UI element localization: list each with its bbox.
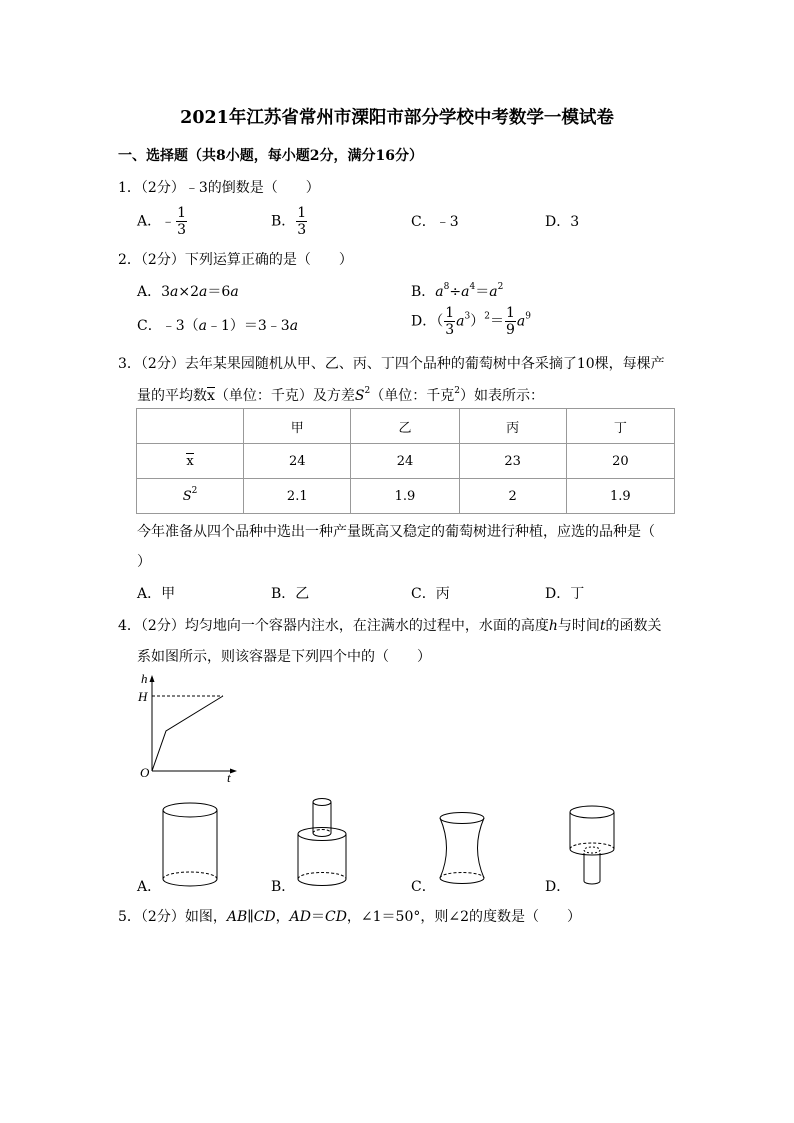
- q1-option-d: D．3: [545, 214, 580, 230]
- question-2-stem: 2．（2分）下列运算正确的是（ ）: [118, 252, 353, 268]
- q3-option-b: B．乙: [271, 586, 310, 602]
- table-cell: [137, 409, 244, 444]
- origin-label: O: [140, 765, 150, 780]
- q2-option-a: A．3a×2a＝6a: [137, 284, 239, 300]
- height-curve: [152, 696, 223, 771]
- table-cell: 1.9: [351, 479, 459, 514]
- table-cell: 丙: [459, 409, 566, 444]
- q3-option-a: A．甲: [137, 586, 176, 602]
- question-4-line-1: 4．（2分）均匀地向一个容器内注水，在注满水的过程中，水面的高度h与时间t的函数关: [118, 618, 662, 634]
- table-cell: 2.1: [244, 479, 351, 514]
- q2-option-c: C．﹣3（a﹣1）＝3﹣3a: [137, 318, 299, 334]
- q2-option-d: D．（ $\frac{1}{3}$ $a^3)^2=$ $\frac{1}{9}$ $a^9$: [411, 305, 531, 338]
- table-cell: 20: [566, 444, 674, 479]
- table-cell: 24: [351, 444, 459, 479]
- q4-option-b: B．: [271, 879, 296, 895]
- container-b-narrow-top: [295, 795, 351, 890]
- page-title: 2021年江苏省常州市溧阳市部分学校中考数学一模试卷: [180, 108, 614, 128]
- y-axis-label: h: [141, 671, 148, 686]
- water-height-graph: [135, 671, 245, 785]
- question-3-line-4: ）: [137, 554, 151, 570]
- table-cell: $S^2$: [137, 479, 244, 514]
- table-header-row: [137, 409, 675, 444]
- x-axis-label: t: [227, 770, 231, 785]
- q4-option-d: D．: [545, 879, 571, 895]
- question-3-line-1: 3．（2分）去年某果园随机从甲、乙、丙、丁四个品种的葡萄树中各采摘了10棵，每棵产: [118, 356, 665, 372]
- variance-table: [136, 408, 675, 514]
- y-axis-arrow: [150, 675, 155, 682]
- q3-option-d: D．丁: [545, 586, 585, 602]
- table-row: [137, 479, 675, 514]
- question-3-line-2: 量的平均数x（单位：千克）及方差$S^2$（单位：千克$^2$）如表所示：: [137, 386, 544, 404]
- table-row: [137, 444, 675, 479]
- container-a-cylinder: [160, 800, 222, 890]
- container-c-waisted: [437, 810, 489, 890]
- q3-option-c: C．丙: [411, 586, 450, 602]
- table-cell: 乙: [351, 409, 459, 444]
- h-level-label: H: [138, 689, 148, 704]
- question-1-stem: 1．（2分）﹣3的倒数是（ ）: [118, 180, 320, 196]
- table-cell: 2: [459, 479, 566, 514]
- section-heading: 一、选择题（共8小题，每小题2分，满分16分）: [118, 148, 423, 164]
- table-cell: 23: [459, 444, 566, 479]
- question-5-stem: 5．（2分）如图，AB∥CD，AD＝CD，∠1＝50°，则∠2的度数是（ ）: [118, 909, 582, 925]
- x-axis-arrow: [230, 769, 237, 774]
- table-cell: 1.9: [566, 479, 674, 514]
- table-cell: 甲: [244, 409, 351, 444]
- q1-option-b: B． $\frac{1}{3}$: [271, 205, 307, 238]
- table-cell: 丁: [566, 409, 674, 444]
- question-3-line-3: 今年准备从四个品种中选出一种产量既高又稳定的葡萄树进行种植，应选的品种是（: [137, 524, 655, 540]
- q1-option-a: A．﹣ $\frac{1}{3}$: [137, 205, 187, 238]
- question-4-line-2: 系如图所示，则该容器是下列四个中的（ ）: [137, 649, 431, 665]
- table-cell: 24: [244, 444, 351, 479]
- table-cell: x: [137, 444, 244, 479]
- q4-option-a: A．: [137, 879, 162, 895]
- container-d-wide-top: [567, 803, 619, 893]
- q2-option-b: B．$a^8\div a^4=a^2$: [411, 282, 504, 300]
- q4-option-c: C．: [411, 879, 436, 895]
- q1-option-c: C．﹣3: [411, 214, 459, 230]
